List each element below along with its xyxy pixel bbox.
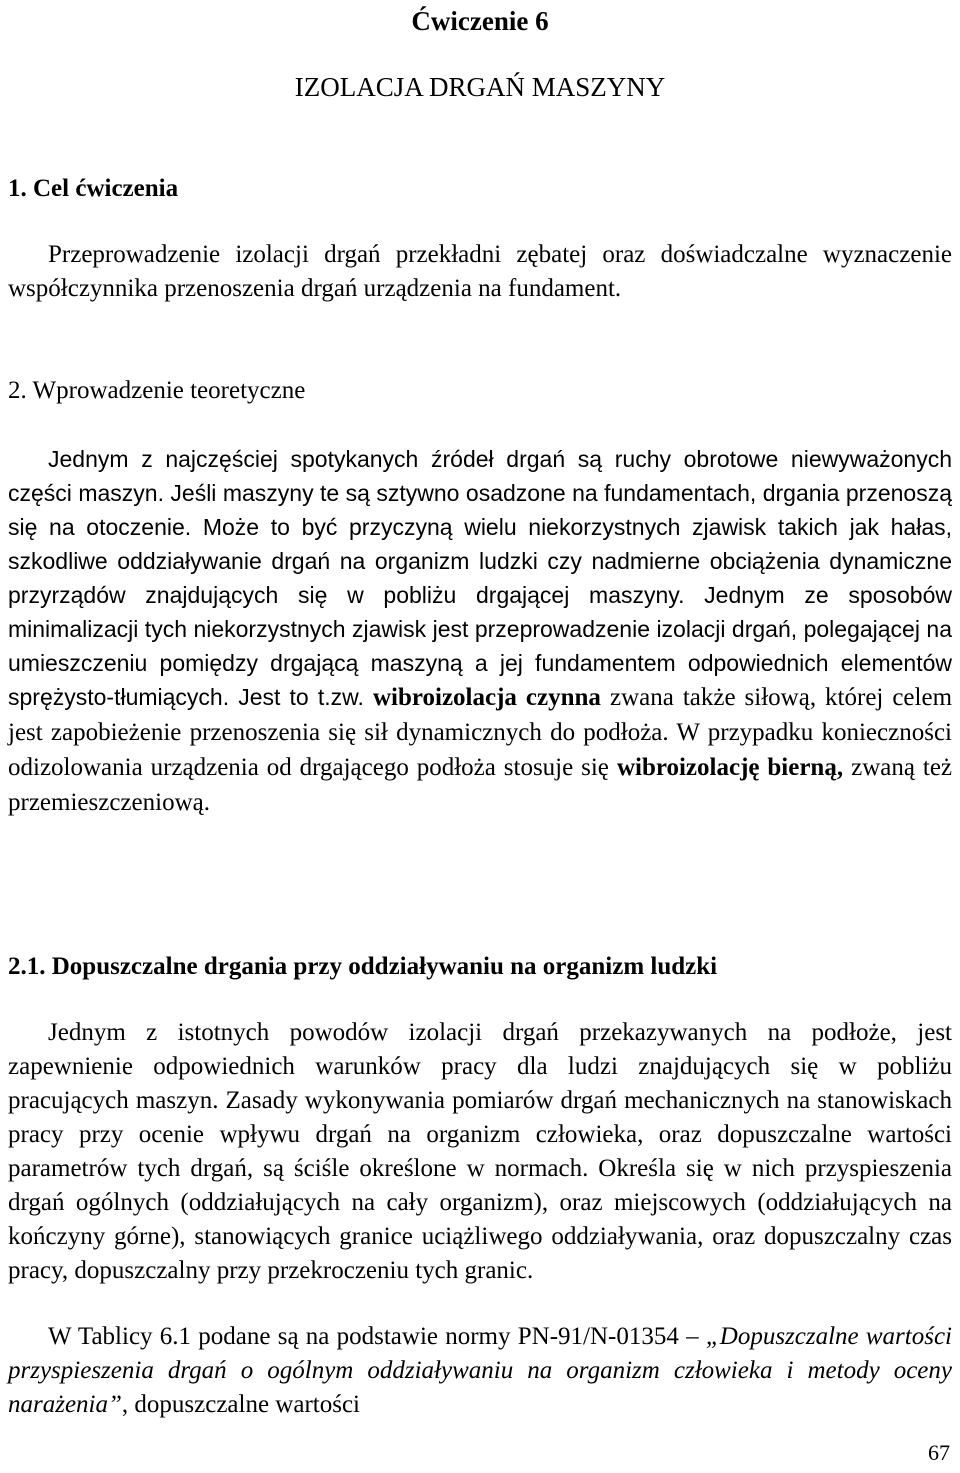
section-2-1-heading: 2.1. Dopuszczalne drgania przy oddziaływaniu na organizm ludzki <box>8 953 718 980</box>
page-title: IZOLACJA DRGAŃ MASZYNY <box>294 72 666 102</box>
section-2-heading: 2. Wprowadzenie teoretyczne <box>8 377 306 404</box>
page-number: 67 <box>928 1440 950 1465</box>
standard-title: „Dopuszczalne wartości przyspieszenia drgań o ogólnym oddziaływaniu na organizm człowieka i metody oceny narażenia” <box>8 1323 953 1418</box>
section-2-text-d: zwaną też przemieszczeniową. <box>8 754 953 816</box>
section-2-text-b: Może to być przyczyną wielu niekorzystnych zjawisk takich jak hałas, szkodliwe oddziaływanie drgań na organizm ludzki czy nadmierne obciążenia dynamiczne przyrządów znajdujących się w pobliżu drgającej maszyny. Jednym ze sposobów minimalizacji tych niekorzystnych zjawisk jest przeprowadzenie izolacji drgań, polegającej na umieszczeniu pomiędzy drgającą maszyną a jej fundamentem odpowiednich elementów sprężysto-tłumiących. Jest to t.zw. <box>8 514 952 710</box>
exercise-label: Ćwiczenie 6 <box>411 6 549 36</box>
section-2-1-paragraph: Jednym z istotnych powodów izolacji drgań przekazywanych na podłoże, jest zapewnienie odpowiednich warunków pracy dla ludzi znajdujących się w pobliżu pracujących maszyn. Zasady wykonywania pomiarów drgań mechanicznych na stanowiskach pracy przy ocenie wpływu drgań na organizm człowieka, oraz dopuszczalne wartości parametrów tych drgań, są ściśle określone w normach. Określa się w nich przyspieszenia drgań ogólnych (oddziałujących na cały organizm), oraz miejscowych (oddziałujących na kończyny górne), stanowiących granice uciążliwego oddziaływania, oraz dopuszczalny czas pracy, dopuszczalny przy przekroczeniu tych granic. <box>8 1019 952 1284</box>
section-2-1-paragraph-2 <box>8 1320 952 1422</box>
passive-vibroisolation-term: wibroizolację bierną, <box>616 754 844 781</box>
section-2-1-text-2b: , dopuszczalne wartości <box>121 1391 361 1418</box>
active-vibroisolation-term: wibroizolacja czynna <box>372 684 601 711</box>
section-2-text-c: zwana także siłową, której celem jest zapobieżenie przenoszenia się sił dynamicznych do podłoża. W przypadku konieczności odizolowania urządzenia od drgającego podłoża stosuje się <box>8 684 953 781</box>
section-2-paragraph <box>8 442 952 820</box>
section-1-text: Przeprowadzenie izolacji drgań przekładni zębatej oraz doświadczalne wyznaczenie współczynnika przenoszenia drgań urządzenia na fundament. <box>8 241 952 302</box>
section-2-1-text-2a: W Tablicy 6.1 podane są na podstawie normy PN-91/N-01354 – <box>48 1323 699 1350</box>
section-1-heading: 1. Cel ćwiczenia <box>8 175 179 202</box>
section-2-text-a: Jednym z najczęściej spotykanych źródeł drgań są ruchy obrotowe niewyważonych części maszyn. Jeśli maszyny te są sztywno osadzone na fundamentach, drgania przenoszą się na otoczenie. <box>8 446 952 540</box>
